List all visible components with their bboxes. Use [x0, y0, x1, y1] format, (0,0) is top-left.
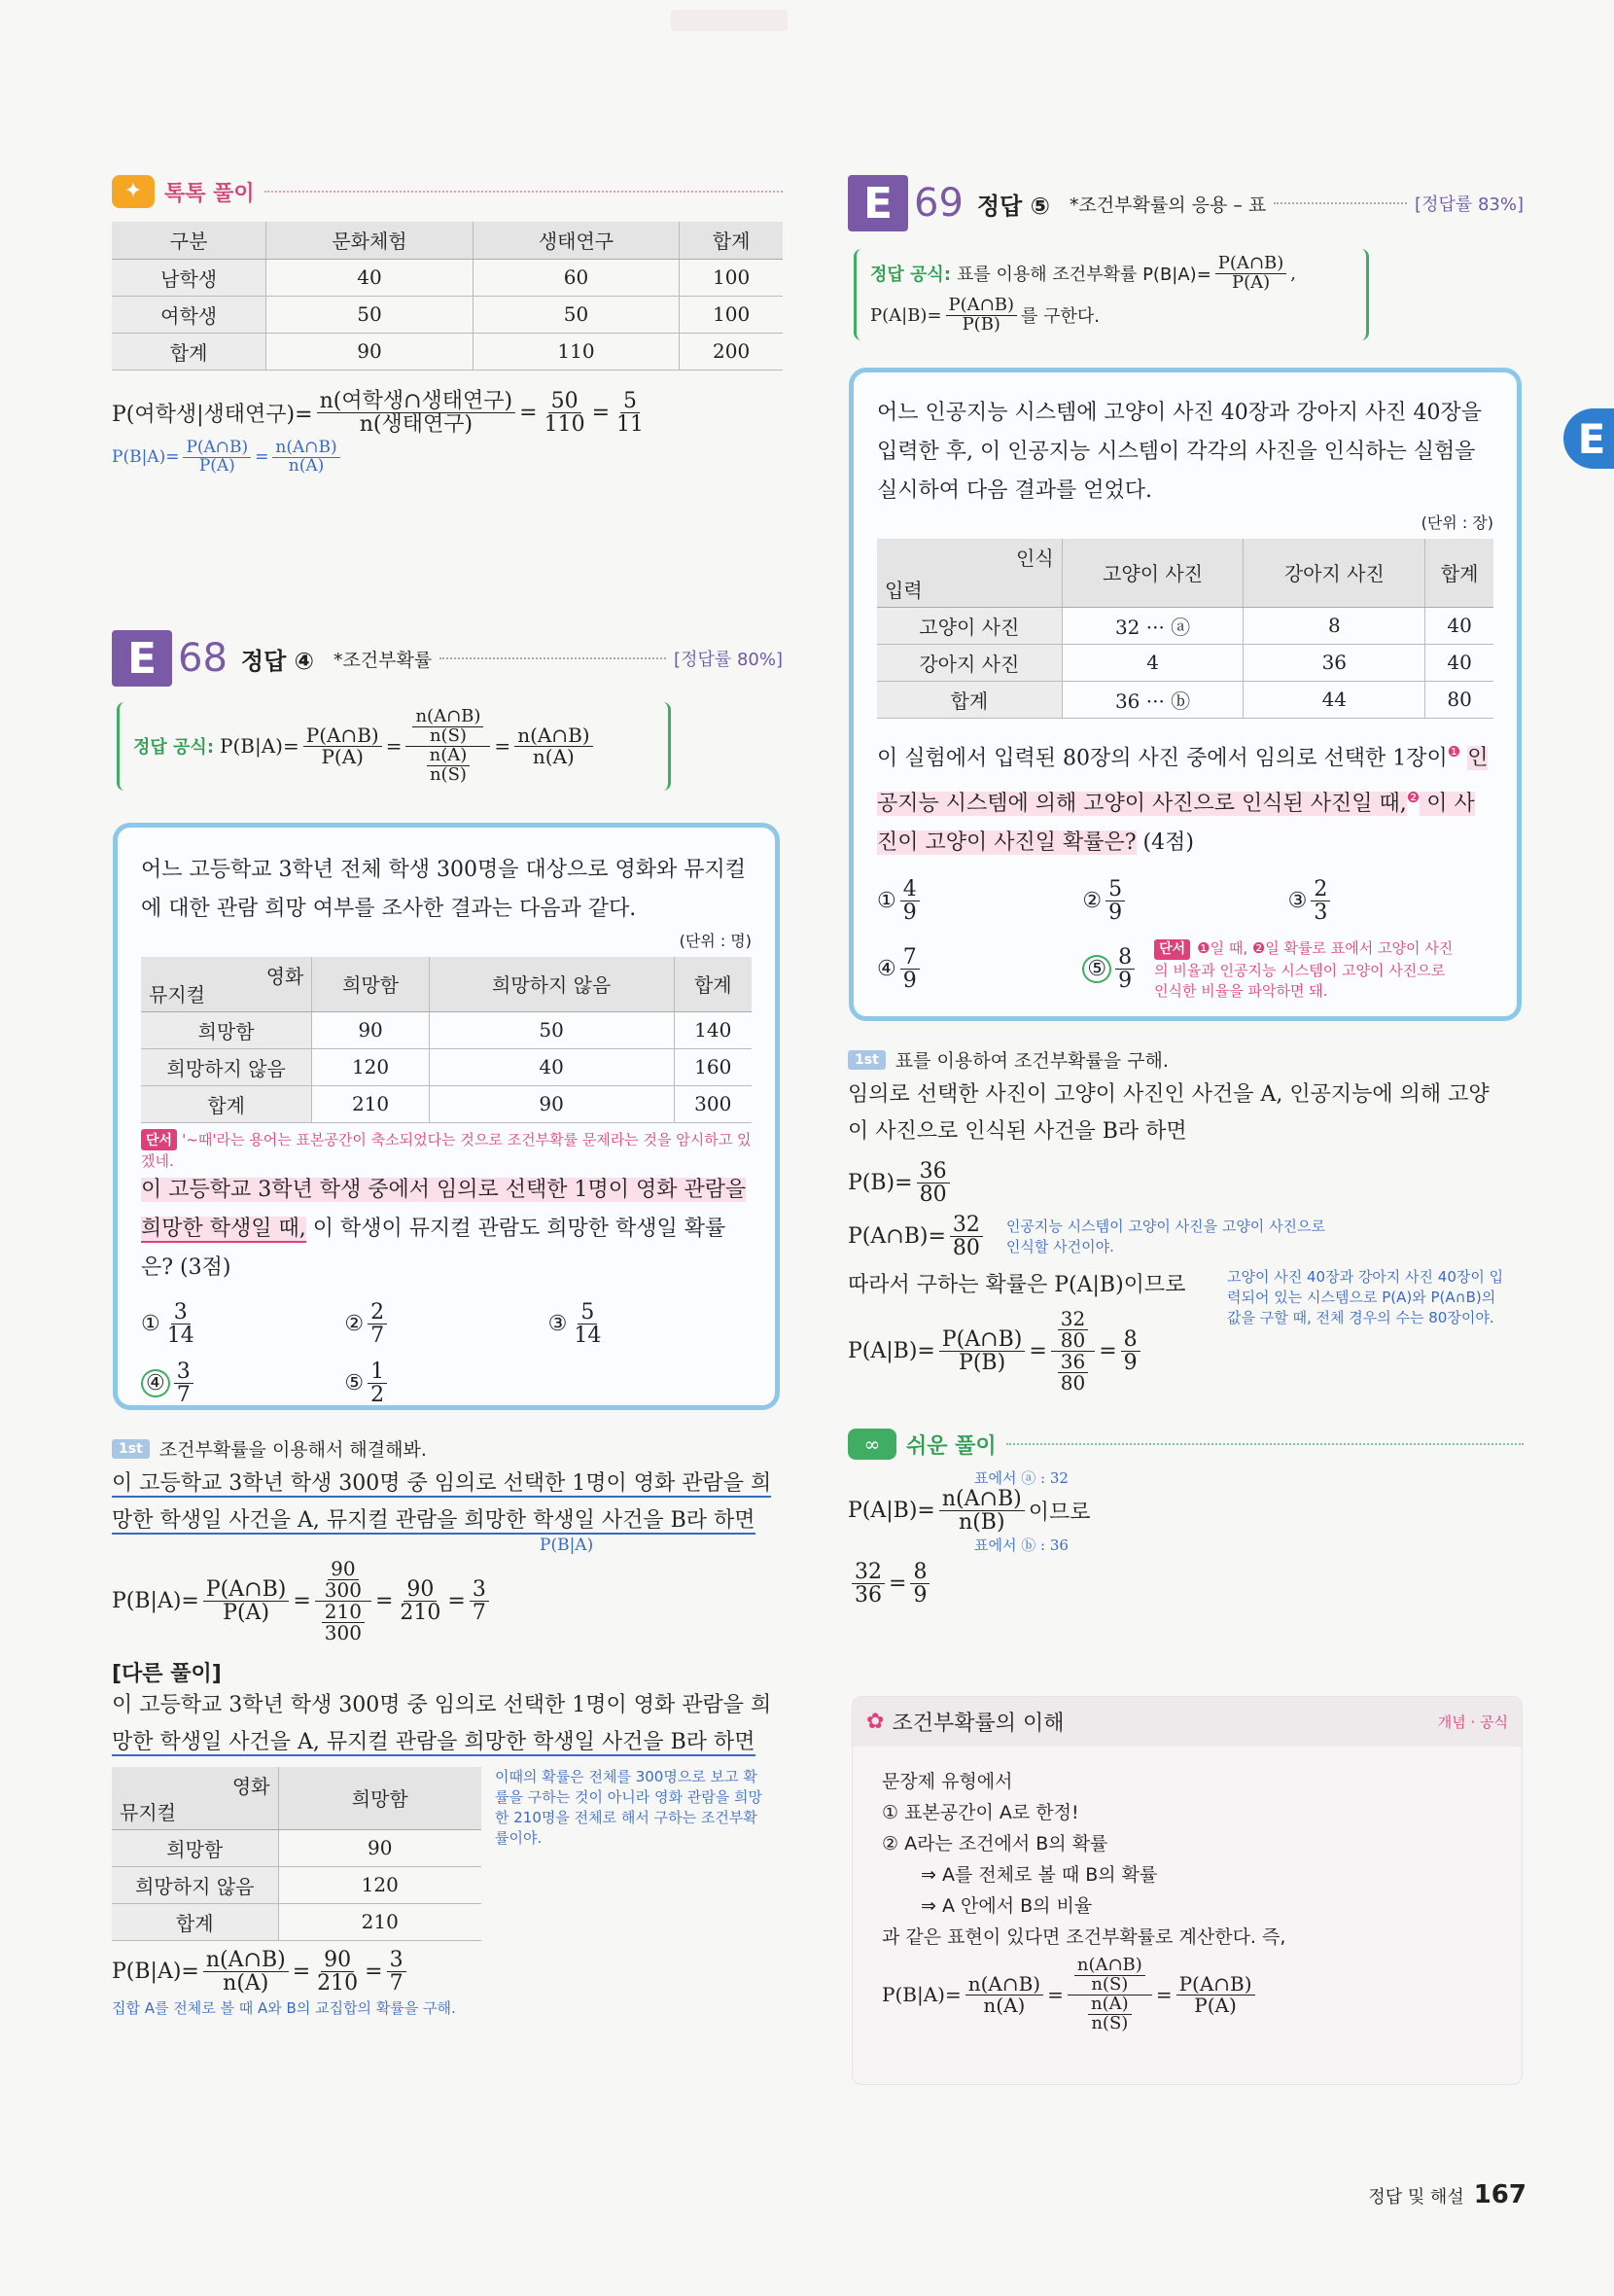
easy-formula: P(A|B)= $\frac{n(A\cap B)}{n(B)}$ 이므로 [848, 1487, 1091, 1536]
concept-box: ✿ 조건부확률의 이해 개념 · 공식 문장제 유형에서 ① 표본공간이 A로 한정! ② A라는 조건에서 B의 확률 ⇒ A를 전체로 볼 때 B의 확률 ⇒ A 안에서 B의 비율 과 같은 표현이 있다면 조건부확률로 계산한다. 즉, P(B|A)= $\frac{n(A\cap B)}{n(A)}$ = $\frac{\frac{n(A\cap B)}{n(S)}}{\frac{n(A)}{n(S)}}$ = $\frac{P(A\cap B)}{P(A)}$ [852, 1696, 1523, 2085]
table-row: 합계 210 [112, 1903, 481, 1940]
e69-tip: 단서 ❶일 때, ❷일 확률로 표에서 고양이 사진의 비율과 인공지능 시스템이 고양이 사진으로 인식한 비율을 파악하면 돼. [1154, 939, 1454, 1001]
e68-question-box [113, 823, 780, 1410]
question-text: 이 고등학교 3학년 학생 중에서 임의로 선택한 1명이 영화 관람을 희망한 학생일 때, 이 학생이 뮤지컬 관람도 희망한 학생일 확률은? (3점) [141, 1177, 747, 1280]
correct-rate: [정답률 80%] [674, 650, 783, 670]
step-title: 조건부확률을 이용해서 해결해봐. [158, 1439, 427, 1461]
e68-formula: 정답 공식: P(B|A)= $\frac{P(A\cap B)}{P(A)}$ = $\frac{\frac{n(A\cap B)}{n(S)}}{\frac{n(A)}{n(S)}}$ = $\frac{n(A\cap B)}{n(A)}$ [117, 702, 671, 791]
choices [877, 878, 1493, 1001]
footer-label: 정답 및 해설 [1368, 2187, 1464, 2208]
correct-rate: [정답률 83%] [1415, 194, 1524, 215]
e68-table: 영화 뮤지컬 희망함 희망하지 않음 합계 희망함 90 50 140 희망하지 않음 120 40 160 합계 210 90 300 [141, 957, 752, 1123]
table-row: 합계 36 ··· ⓑ 44 80 [877, 681, 1493, 718]
choice-2[interactable]: ② $\frac{5}{9}$ [1082, 878, 1287, 924]
toktok-formula: P(여학생|생태연구)= $\frac{\text{n(여학생∩생태연구)}}{\text{n(생태연구)}}$ = $\frac{50}{110}$ = $\frac{5}{11}$ [112, 388, 645, 437]
concept-tag: 개념 · 공식 [1437, 1713, 1508, 1731]
table-row: 희망하지 않음 120 40 160 [141, 1048, 752, 1085]
e69-table: 인식 입력 고양이 사진 강아지 사진 합계 고양이 사진 32 ··· ⓐ 8 40 강아지 사진 4 36 40 합계 36 ··· ⓑ 44 80 [877, 539, 1493, 719]
e69-formula: 정답 공식: 표를 이용해 조건부확률 P(B|A)= $\frac{P(A\cap B)}{P(A)}$ , P(A|B)= $\frac{P(A\cap B)}{P(B)}$ 를 구한다. [854, 249, 1369, 340]
problem-number: 68 [178, 636, 228, 681]
note-2: 고양이 사진 40장과 강아지 사진 40장이 입력되어 있는 시스템으로 P(A)와 P(A∩B)의 값을 구할 때, 전체 경우의 수는 80장이야. [1227, 1268, 1504, 1327]
easy-solution-header: ∞ 쉬운 풀이 [848, 1429, 1524, 1460]
table-row: 희망하지 않음 120 [112, 1866, 481, 1903]
toktok-title: 톡톡 풀이 [164, 181, 255, 206]
choice-5-correct[interactable]: ⑤ $\frac{8}{9}$ 단서 ❶일 때, ❷일 확률로 표에서 고양이 사진의 비율과 인공지능 시스템이 고양이 사진으로 인식한 비율을 파악하면 돼. [1082, 937, 1493, 1001]
choice-5[interactable]: ⑤ $\frac{1}{2}$ [344, 1360, 547, 1406]
table-row: 합계 90 110 200 [112, 333, 783, 370]
choice-3[interactable]: ③ $\frac{2}{3}$ [1288, 878, 1493, 924]
e69-solution: 1st 표를 이용하여 조건부확률을 구해. 임의로 선택한 사진이 고양이 사진인 사건을 A, 인공지능에 의해 고양 이 사진으로 인식된 사건을 B라 하면 P(B)= $\frac{36}{80}$ P(A∩B)= $\frac{32}{80}$ 인공지능 시스템이 고양이 사진을 고양이 사진으로 인식할 사건이야. 따라서 구하는 확률은 P(A|B)이므로 고양이 사진 40장과 강아지 사진 40장이 입력되어 있는 시스템으로 P(A)와 P(A∩B)의 값을 구할 때, 전체 경우의 수는 80장이야. P(A|B)= $\frac{P(A\cap B)}{P(B)}$ = $\frac{\frac{32}{80}}{\frac{36}{80}}$ = $\frac{8}{9}$ ∞ 쉬운 풀이 표에서 ⓐ : 32 P(A|B)= $\frac{n(A\cap B)}{n(B)}$ 이므로 표에서 ⓑ : 36 $\frac{32}{36}$ = $\frac{8}{9}$ [848, 1046, 1524, 1607]
choice-1[interactable]: ① $\frac{3}{14}$ [141, 1299, 194, 1348]
e68-tip: 단서 '~때'라는 용어는 표본공간이 축소되었다는 것으로 조건부확률 문제라는 것을 암시하고 있겠네. [141, 1130, 752, 1170]
choice-3[interactable]: ③ $\frac{5}{14}$ [547, 1299, 602, 1348]
concept-title: 조건부확률의 이해 [892, 1712, 1065, 1736]
unit-label: (단위 : 명) [679, 932, 752, 950]
choice-1[interactable]: ① $\frac{4}{9}$ [877, 878, 1082, 924]
section-tab[interactable]: E [1563, 408, 1614, 469]
flower-icon: ✿ [866, 1710, 885, 1734]
table-row: 강아지 사진 4 36 40 [877, 644, 1493, 681]
footer [1368, 2180, 1526, 2209]
table-row: 희망함 90 50 140 [141, 1011, 752, 1048]
toktok-table: 구분 문화체험 생태연구 합계 남학생 40 60 100 여학생 50 50 100 합계 90 110 200 [112, 222, 783, 371]
table-row: 희망함 90 [112, 1829, 481, 1866]
note-1: 인공지능 시스템이 고양이 사진을 고양이 사진으로 인식할 사건이야. [1005, 1217, 1326, 1255]
answer: 정답 ⑤ [976, 192, 1050, 220]
alt-table: 영화 뮤지컬 희망함 희망함 90 희망하지 않음 120 합계 210 [112, 1767, 481, 1941]
problem-label: E [848, 175, 908, 231]
choices [141, 1301, 752, 1406]
table-row: 여학생 50 50 100 [112, 296, 783, 333]
easy-icon: ∞ [848, 1429, 896, 1460]
pb-formula: P(B)= $\frac{36}{80}$ [848, 1160, 1524, 1206]
alt-solution-title: [다른 풀이] [112, 1662, 222, 1686]
topic: *조건부확률의 응용 – 표 [1069, 194, 1267, 216]
alt-note: 이때의 확률은 전체를 300명으로 보고 확률을 구하는 것이 아니라 영화 관람을 희망한 210명을 전체로 해서 구하는 조건부확률이야. [495, 1768, 762, 1847]
toktok-section [112, 175, 783, 475]
question-text: 이 실험에서 입력된 80장의 사진 중에서 임의로 선택한 1장이$^❶$ 인공지능 시스템에 의해 고양이 사진으로 인식된 사진일 때,$^❷$ 이 사진이 고양이 사진일 확률은? (4점) [877, 742, 1489, 856]
alt-formula: P(B|A)= $\frac{n(A\cap B)}{n(A)}$ = $\frac{90}{210}$ = $\frac{3}{7}$ [112, 1949, 783, 1995]
choice-4[interactable]: ④ $\frac{7}{9}$ [877, 937, 1082, 1001]
final-formula: P(A|B)= $\frac{P(A\cap B)}{P(B)}$ = $\frac{\frac{32}{80}}{\frac{36}{80}}$ = $\frac{8}{9}$ [848, 1309, 1524, 1394]
choice-2[interactable]: ② $\frac{2}{7}$ [344, 1301, 547, 1347]
problem-number: 69 [914, 181, 964, 226]
toktok-icon: ✦ [112, 175, 155, 208]
table-row: 합계 210 90 300 [141, 1085, 752, 1122]
alt-footnote: 집합 A를 전체로 볼 때 A와 B의 교집합의 확률을 구해. [112, 1998, 456, 2017]
unit-label: (단위 : 장) [1421, 513, 1493, 532]
e68-solution-formula: P(B|A)= $\frac{P(A\cap B)}{P(A)}$ = $\frac{\frac{90}{300}}{\frac{210}{300}}$ = $\frac{90}{210}$ = $\frac{3}{7}$ [112, 1559, 783, 1643]
answer: 정답 ④ [240, 647, 314, 675]
e68-solution: 1st 조건부확률을 이용해서 해결해봐. 이 고등학교 3학년 학생 300명 중 임의로 선택한 1명이 영화 관람을 희 망한 학생일 사건을 A, 뮤지컬 관람을 희망한 학생일 사건을 B라 하면 P(B|A) P(B|A)= $\frac{P(A\cap B)}{P(A)}$ = $\frac{\frac{90}{300}}{\frac{210}{300}}$ = $\frac{90}{210}$ = $\frac{3}{7}$ [다른 풀이] 이 고등학교 3학년 학생 300명 중 임의로 선택한 1명이 영화 관람을 희 망한 학생일 사건을 A, 뮤지컬 관람을 희망한 학생일 사건을 B라 하면 영화 뮤지컬 희망함 희망함 90 희망하지 않음 120 합계 210 이때의 확률은 전체를 300명으로 보고 확률을 구하는 것이 아니라 영화 관람을 희망한 210명을 전체로 해서 구하는 조건부확률이야. P(B|A)= $\frac{n(A\cap B)}{n(A)}$ = $\frac{90}{210}$ = $\frac{3}{7}$ 집합 A를 전체로 볼 때 A와 B의 교집합의 확률을 구해. [112, 1435, 783, 2019]
table-row: 고양이 사진 32 ··· ⓐ 8 40 [877, 607, 1493, 644]
step-badge: 1st [848, 1050, 886, 1070]
page-mark [671, 10, 788, 31]
page-number: 167 [1473, 2180, 1526, 2209]
step-badge: 1st [112, 1439, 150, 1459]
topic: *조건부확률 [333, 649, 433, 671]
e69-header [848, 175, 1524, 231]
concept-formula: P(B|A)= $\frac{n(A\cap B)}{n(A)}$ = $\frac{\frac{n(A\cap B)}{n(S)}}{\frac{n(A)}{n(S)}}$ = $\frac{P(A\cap B)}{P(A)}$ [853, 1957, 1522, 2033]
toktok-note: P(B|A)= $\frac{P(A\cap B)}{P(A)}$ = $\frac{n(A\cap B)}{n(A)}$ [112, 440, 783, 476]
e69-question-box [849, 368, 1522, 1021]
choice-4-correct[interactable]: ④ $\frac{3}{7}$ [141, 1360, 344, 1406]
problem-label: E [112, 630, 172, 687]
pab-formula: P(A∩B)= $\frac{32}{80}$ [848, 1214, 987, 1259]
question-intro: 어느 고등학교 3학년 전체 학생 300명을 대상으로 영화와 뮤지컬에 대한 관람 희망 여부를 조사한 결과는 다음과 같다. [141, 858, 746, 921]
question-intro: 어느 인공지능 시스템에 고양이 사진 40장과 강아지 사진 40장을 입력한 후, 이 인공지능 시스템이 각각의 사진을 인식하는 실험을 실시하여 다음 결과를 얻었다. [877, 401, 1482, 503]
table-row: 남학생 40 60 100 [112, 259, 783, 296]
e68-header [112, 630, 783, 687]
step-title: 표를 이용하여 조건부확률을 구해. [895, 1050, 1169, 1072]
